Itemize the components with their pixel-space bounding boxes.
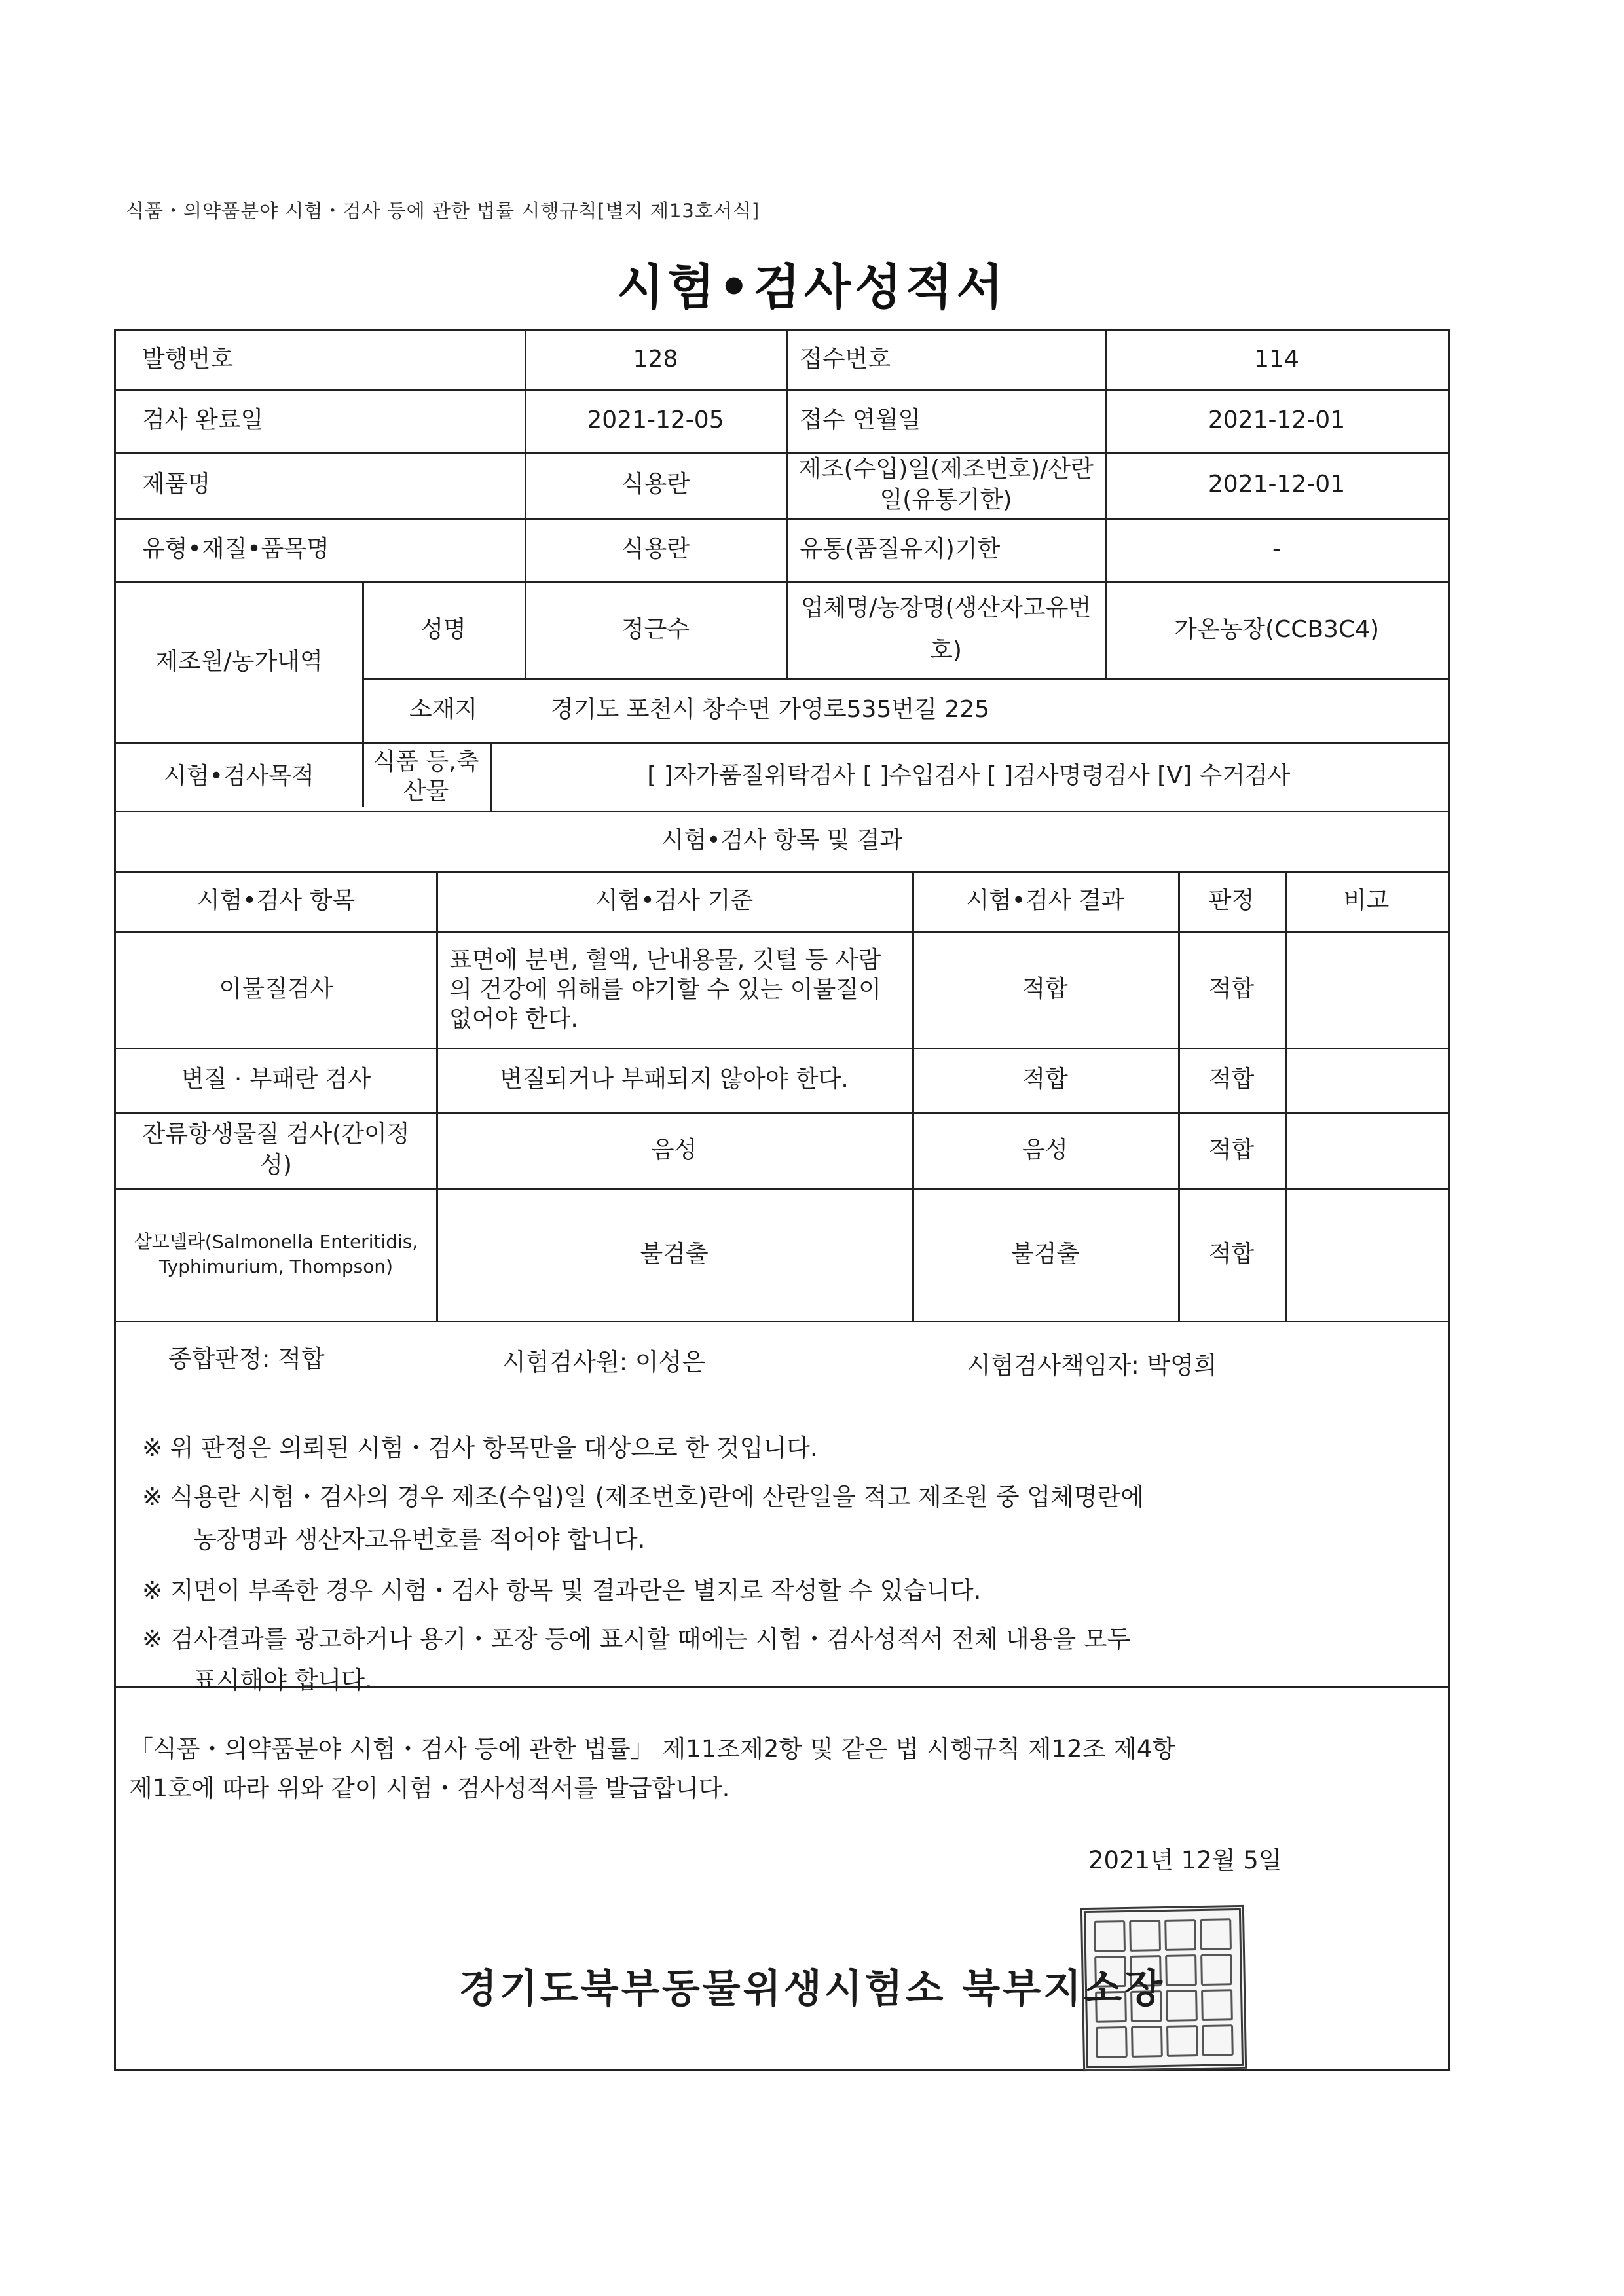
receipt-no-label: 접수번호 bbox=[800, 346, 891, 373]
table-row-result: 적합 bbox=[1022, 1066, 1068, 1093]
purpose-label: 시험•검사목적 bbox=[164, 763, 314, 790]
table-row-item: 변질 · 부패란 검사 bbox=[181, 1066, 371, 1093]
results-section-title: 시험•검사 항목 및 결과 bbox=[661, 827, 903, 854]
table-row-item: 이물질검사 bbox=[219, 975, 333, 1002]
issuing-organization: 경기도북부동물위생시험소 북부지소장 bbox=[458, 1966, 1166, 2012]
form-reference: 식품・의약품분야 시험・검사 등에 관한 법률 시행규칙[별지 제13호서식] bbox=[126, 200, 760, 222]
col-header-note: 비고 bbox=[1343, 887, 1390, 915]
legal-statement-line1: 「식품・의약품분야 시험・검사 등에 관한 법률」 제11조제2항 및 같은 법 시행규칙 제12조 제4항 bbox=[129, 1735, 1176, 1763]
legal-statement-line2: 제1호에 따라 위와 같이 시험・검사성적서를 발급합니다. bbox=[129, 1774, 730, 1802]
table-row-standard: 표면에 분변, 혈액, 난내용물, 깃털 등 사람의 건강에 위해를 야기할 수 있는 이물질이 없어야 한다. bbox=[449, 946, 881, 1032]
document-title: 시험•검사성적서 bbox=[617, 259, 1007, 316]
producer-name: 정근수 bbox=[621, 615, 690, 643]
purpose-sub-label: 식품 등,축산물 bbox=[373, 748, 479, 805]
receipt-date-label: 접수 연월일 bbox=[800, 406, 921, 433]
col-header-standard: 시험•검사 기준 bbox=[595, 887, 754, 915]
note-line: ※ 식용란 시험・검사의 경우 제조(수입)일 (제조번호)란에 산란일을 적고 제조원 중 업체명란에 bbox=[142, 1483, 1145, 1511]
table-row-standard: 변질되거나 부패되지 않아야 한다. bbox=[500, 1066, 849, 1093]
table-row-result: 불검출 bbox=[1010, 1240, 1080, 1267]
inspector: 시험검사원: 이성은 bbox=[502, 1348, 706, 1376]
receipt-date: 2021-12-01 bbox=[1208, 406, 1346, 433]
note-line: ※ 지면이 부족한 경우 시험・검사 항목 및 결과란은 별지로 작성할 수 있습니다. bbox=[142, 1576, 982, 1605]
table-row-note bbox=[1285, 1188, 1448, 1321]
certificate-frame bbox=[114, 329, 1450, 2071]
purpose-value: [ ]자가품질위탁검사 [ ]수입검사 [ ]검사명령검사 [V] 수거검사 bbox=[647, 762, 1291, 790]
table-row-judgment: 적합 bbox=[1208, 1240, 1255, 1267]
table-row-item: 살모넬라(Salmonella Enteritidis, Typhimurium, Thompson) bbox=[134, 1231, 418, 1277]
table-row-judgment: 적합 bbox=[1208, 975, 1255, 1002]
table-row-judgment: 적합 bbox=[1208, 1136, 1255, 1163]
company-label: 업체명/농장명(생산자고유번호) bbox=[800, 594, 1092, 664]
table-row-result: 음성 bbox=[1022, 1136, 1068, 1163]
receipt-no: 114 bbox=[1254, 346, 1299, 373]
note-line: 농장명과 생산자고유번호를 적어야 합니다. bbox=[193, 1525, 646, 1554]
completed-label: 검사 완료일 bbox=[142, 406, 264, 433]
name-label: 성명 bbox=[420, 615, 466, 643]
note-line: ※ 위 판정은 의뢰된 시험・검사 항목만을 대상으로 한 것입니다. bbox=[142, 1434, 818, 1462]
product-label: 제품명 bbox=[142, 471, 211, 498]
col-header-judgment: 판정 bbox=[1208, 887, 1255, 915]
overall-judgment: 종합판정: 적합 bbox=[168, 1345, 325, 1373]
company-value: 가온농장(CCB3C4) bbox=[1173, 615, 1380, 643]
completed-date: 2021-12-05 bbox=[587, 406, 724, 433]
issue-date: 2021년 12월 5일 bbox=[1088, 1846, 1282, 1874]
address-label: 소재지 bbox=[409, 696, 478, 723]
mfg-date-label: 제조(수입)일(제조번호)/산란일(유통기한) bbox=[798, 455, 1094, 513]
mfg-date: 2021-12-01 bbox=[1208, 471, 1346, 498]
table-row-note bbox=[1285, 1112, 1448, 1188]
address-value: 경기도 포천시 창수면 가영로535번길 225 bbox=[551, 696, 990, 723]
issue-no-label: 발행번호 bbox=[142, 346, 234, 373]
table-row-item: 잔류항생물질 검사(간이정성) bbox=[142, 1121, 410, 1178]
table-row-judgment: 적합 bbox=[1208, 1066, 1255, 1093]
inspection-manager: 시험검사책임자: 박영희 bbox=[967, 1351, 1217, 1379]
table-row-standard: 불검출 bbox=[640, 1240, 709, 1267]
producer-label: 제조원/농가내역 bbox=[155, 647, 323, 675]
product-name: 식용란 bbox=[621, 471, 690, 498]
note-line: ※ 검사결과를 광고하거나 용기・포장 등에 표시할 때에는 시험・검사성적서 전체 내용을 모두 bbox=[142, 1625, 1131, 1653]
table-row-standard: 음성 bbox=[651, 1136, 697, 1163]
col-header-result: 시험•검사 결과 bbox=[966, 887, 1124, 915]
col-header-item: 시험•검사 항목 bbox=[196, 887, 356, 915]
table-row-note bbox=[1285, 1048, 1448, 1112]
expiry-label: 유통(품질유지)기한 bbox=[800, 536, 1001, 563]
expiry-value: - bbox=[1272, 536, 1281, 563]
issue-no: 128 bbox=[633, 346, 678, 373]
type-label: 유형•재질•품목명 bbox=[142, 536, 329, 563]
table-row-result: 적합 bbox=[1022, 975, 1068, 1002]
note-line: 표시해야 합니다. bbox=[193, 1666, 373, 1694]
table-row-note bbox=[1285, 931, 1448, 1048]
type-value: 식용란 bbox=[621, 536, 690, 563]
